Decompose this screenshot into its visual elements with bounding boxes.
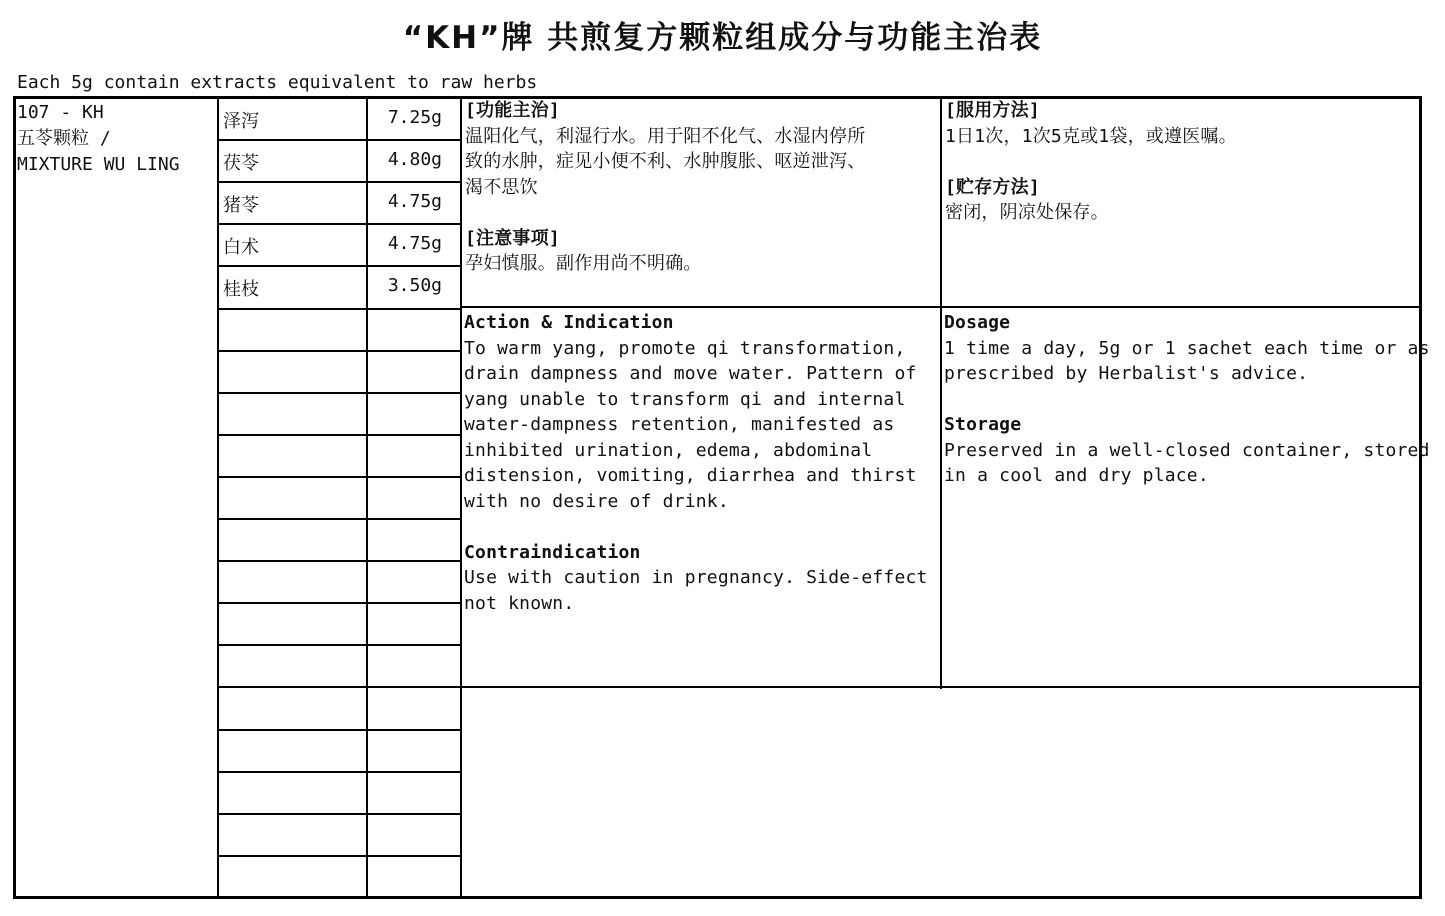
cn-indication-line: 渴不思饮 [465, 176, 538, 198]
grid-row-line [217, 729, 462, 731]
product-name-en: MIXTURE WU LING [17, 154, 180, 175]
en-contraindication-line: not known. [464, 592, 575, 614]
divider [217, 96, 219, 899]
grid-row-line [217, 560, 462, 562]
en-dosage-line: 1 time a day, 5g or 1 sachet each time or as [944, 337, 1430, 359]
divider [366, 96, 368, 899]
grid-row-line [217, 476, 462, 478]
grid-row-line [217, 223, 462, 225]
cn-storage-heading: [贮存方法] [945, 176, 1040, 198]
herb-dose: 4.80g [387, 149, 442, 170]
grid-row-line [217, 434, 462, 436]
herb-dose: 7.25g [387, 107, 442, 128]
en-indication-heading: Action & Indication [464, 312, 674, 333]
en-indication-section [464, 310, 928, 616]
cn-dosage-section [945, 98, 1237, 226]
herb-name: 泽泻 [223, 111, 259, 132]
grid-row-line [217, 308, 462, 310]
cn-indication-section [465, 98, 865, 277]
en-indication-line: To warm yang, promote qi transformation, [464, 337, 906, 359]
cn-storage-text: 密闭，阴凉处保存。 [945, 202, 1109, 223]
en-dosage-section [944, 310, 1430, 489]
document-title: “KH”牌 共煎复方颗粒组成分与功能主治表 [402, 20, 1043, 56]
divider [460, 306, 1422, 308]
cn-caution-heading: [注意事项] [465, 227, 560, 249]
divider [460, 686, 1422, 688]
product-info [17, 100, 180, 178]
grid-row-line [217, 686, 462, 688]
grid-row-line [217, 392, 462, 394]
en-contraindication-line: Use with caution in pregnancy. Side-effect [464, 567, 928, 588]
divider [940, 96, 942, 689]
en-storage-line: Preserved in a well-closed container, stored [944, 439, 1430, 461]
grid-row-line [217, 813, 462, 815]
cn-indication-line: 温阳化气，利湿行水。用于阳不化气、水湿内停所 [465, 125, 866, 147]
herb-dose: 4.75g [387, 191, 442, 212]
herb-name: 白术 [223, 237, 259, 258]
en-storage-line: in a cool and dry place. [944, 465, 1209, 486]
herb-dose: 4.75g [387, 233, 442, 254]
product-name-cn: 五苓颗粒 / [17, 128, 111, 149]
grid-row-line [217, 855, 462, 857]
en-indication-line: with no desire of drink. [464, 490, 729, 512]
en-indication-line: yang unable to transform qi and internal [464, 388, 906, 410]
en-storage-heading: Storage [944, 414, 1022, 435]
extract-note: Each 5g contain extracts equivalent to raw herbs [17, 72, 538, 93]
grid-row-line [217, 181, 462, 183]
grid-row-line [217, 644, 462, 646]
en-indication-line: drain dampness and move water. Pattern of [464, 363, 917, 384]
herb-dose: 3.50g [387, 275, 442, 296]
en-indication-line: inhibited urination, edema, abdominal [464, 439, 873, 461]
cn-caution-text: 孕妇慎服。副作用尚不明确。 [465, 253, 702, 274]
grid-row-line [217, 602, 462, 604]
en-dosage-line: prescribed by Herbalist's advice. [944, 363, 1309, 384]
herb-name: 猪苓 [223, 195, 259, 216]
herb-name: 茯苓 [223, 153, 259, 174]
grid-row-line [217, 265, 462, 267]
cn-dosage-heading: [服用方法] [945, 100, 1040, 121]
grid-row-line [217, 139, 462, 141]
cn-dosage-text: 1日1次，1次5克或1袋，或遵医嘱。 [945, 125, 1237, 147]
cn-indication-line: 致的水肿，症见小便不利、水肿腹胀、呕逆泄泻、 [465, 151, 866, 172]
en-indication-line: water-dampness retention, manifested as [464, 414, 895, 435]
grid-row-line [217, 518, 462, 520]
en-dosage-heading: Dosage [944, 312, 1011, 333]
herb-name: 桂枝 [223, 279, 259, 300]
en-indication-line: distension, vomiting, diarrhea and thirst [464, 465, 917, 486]
en-contraindication-heading: Contraindication [464, 541, 641, 563]
product-code: 107 - KH [17, 102, 104, 123]
grid-row-line [217, 771, 462, 773]
cn-indication-heading: [功能主治] [465, 100, 560, 121]
divider [460, 96, 462, 899]
grid-row-line [217, 350, 462, 352]
